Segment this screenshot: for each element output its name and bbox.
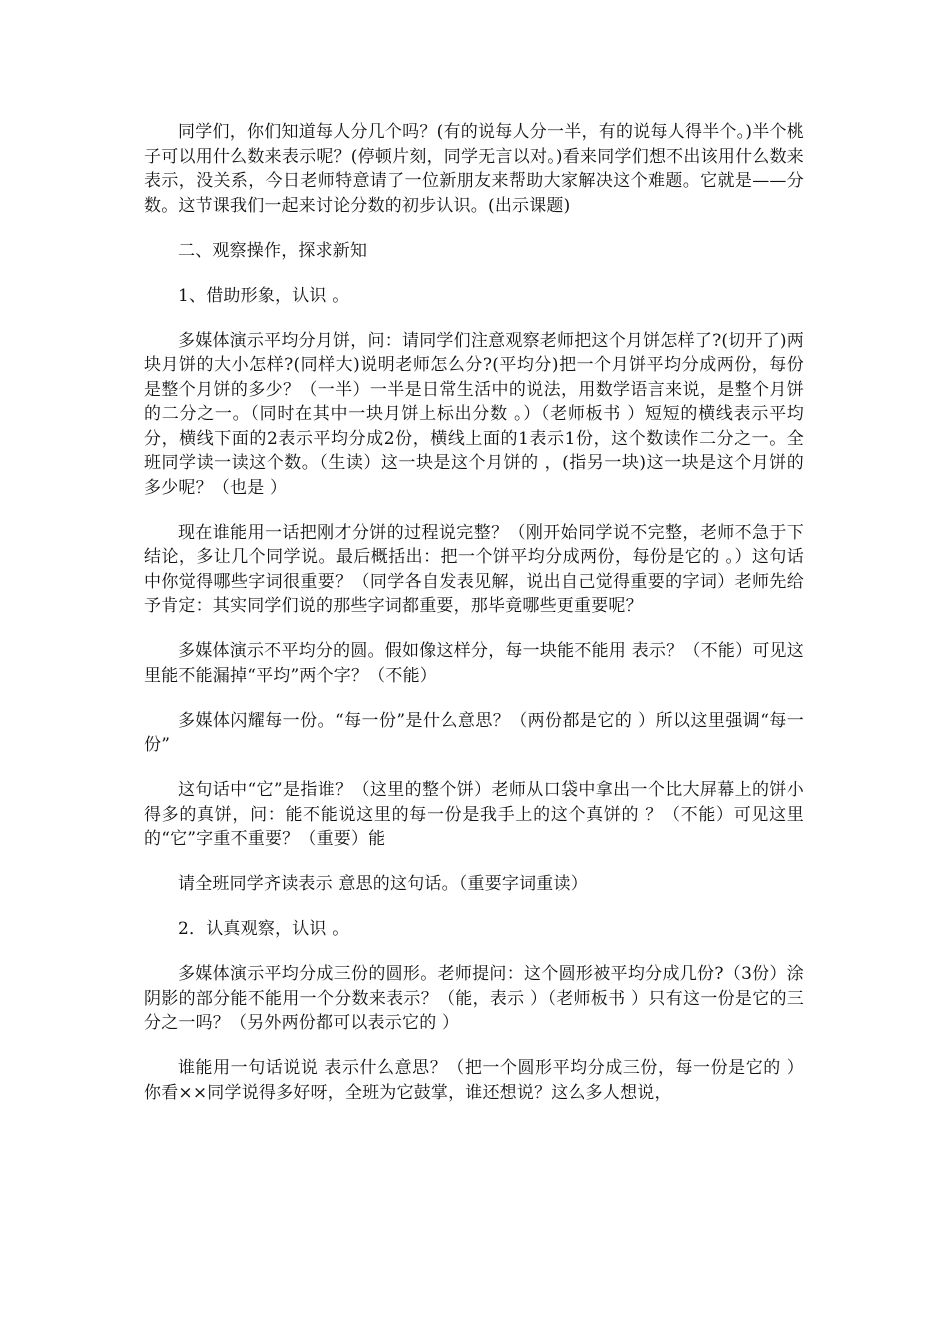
- paragraph-mooncake-demo: 多媒体演示平均分月饼，问：请同学们注意观察老师把这个月饼怎样了?(切开了)两块月饼的大小怎样?(同样大)说明老师怎么分?(平均分)把一个月饼平均分成两份，每份是整个月饼的多少？（一半）一半是日常生活中的说法，用数学语言来说，是整个月饼的二分之一。（同时在其中一块月饼上标出分数 。）（老师板书 ）短短的横线表示平均分，横线下面的2表示平均分成2份，横线上面的1表示1份，这个数读作二分之一。全班同学读一读这个数。（生读）这一块是这个月饼的 ，(指另一块)这一块是这个月饼的多少呢？（也是 ）: [144, 330, 804, 498]
- subsection-heading-1: 1、借助形象，认识 。: [178, 285, 350, 306]
- paragraph-each-part: 多媒体闪耀每一份。“每一份”是什么意思？（两份都是它的 ）所以这里强调“每一份”: [144, 710, 804, 755]
- paragraph-thirds-demo: 多媒体演示平均分成三份的圆形。老师提问：这个圆形被平均分成几份?（3份）涂阴影的部分能不能用一个分数来表示？（能，表示 ）（老师板书 ）只有这一份是它的三分之一吗？（另外两份都可以表示它的 ）: [144, 964, 804, 1033]
- paragraph-summary-sentence: 现在谁能用一话把刚才分饼的过程说完整？（刚开始同学说不完整，老师不急于下结论，多让几个同学说。最后概括出：把一个饼平均分成两份，每份是它的 。）这句话中你觉得哪些字词很重要？（同学各自发表见解，说出自己觉得重要的字词）老师先给予肯定：其实同学们说的那些字词都重要，那毕竟哪些更重要呢？: [144, 522, 804, 616]
- paragraph-it-refers: 这句话中“它”是指谁？（这里的整个饼）老师从口袋中拿出一个比大屏幕上的饼小得多的真饼，问：能不能说这里的每一份是我手上的这个真饼的 ？（不能）可见这里的“它”字重不重要？（重要）能: [144, 780, 804, 849]
- paragraph-read-aloud: 请全班同学齐读表示 意思的这句话。（重要字词重读）: [178, 874, 588, 894]
- paragraph-thirds-meaning: 谁能用一句话说说 表示什么意思？（把一个圆形平均分成三份，每一份是它的 ）你看××同学说得多好呀，全班为它鼓掌，谁还想说？这么多人想说，: [144, 1058, 804, 1103]
- document-body: [144, 120, 804, 1126]
- subsection-heading-2: 2．认真观察，认识 。: [178, 919, 350, 939]
- paragraph-unequal-circle: 多媒体演示不平均分的圆。假如像这样分，每一块能不能用 表示？（不能）可见这里能不能漏掉“平均”两个字？（不能）: [144, 641, 804, 686]
- paragraph-intro: 同学们，你们知道每人分几个吗？(有的说每人分一半，有的说每人得半个。)半个桃子可以用什么数来表示呢？(停顿片刻，同学无言以对。)看来同学们想不出该用什么数来表示，没关系，今日老师特意请了一位新朋友来帮助大家解决这个难题。它就是——分数。这节课我们一起来讨论分数的初步认识。(出示课题): [144, 122, 804, 216]
- section-heading: 二、观察操作，探求新知: [178, 240, 368, 261]
